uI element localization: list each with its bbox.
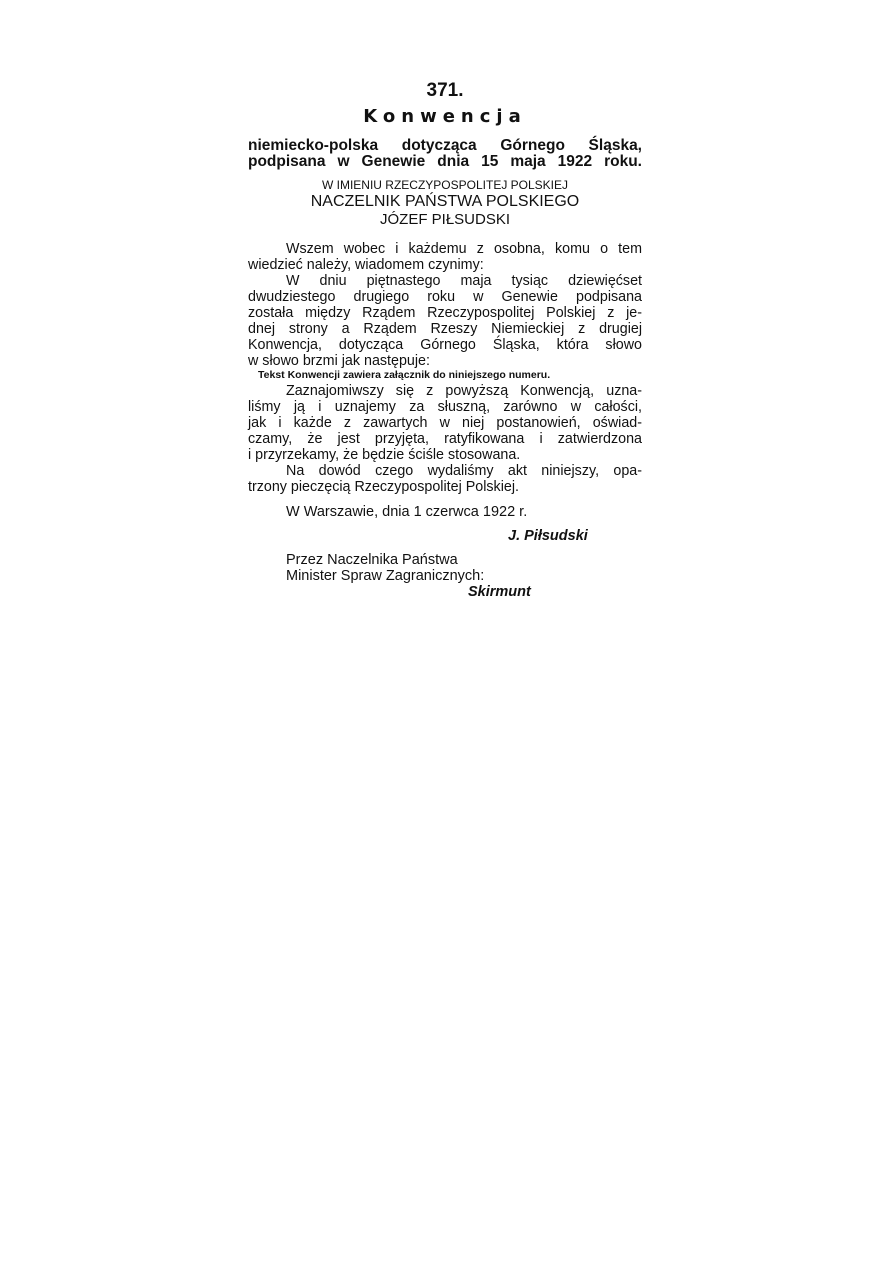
place-date: W Warszawie, dnia 1 czerwca 1922 r.: [286, 504, 528, 520]
text-line: Zaznajomiwszy się z powyższą Konwencją, uzna-: [286, 383, 642, 399]
preamble-line: W IMIENIU RZECZYPOSPOLITEJ POLSKIEJ: [321, 178, 569, 192]
text-line: Na dowód czego wydaliśmy akt niniejszy, opa-: [286, 463, 642, 479]
countersign-line: Przez Naczelnika Państwa: [286, 552, 458, 568]
text-line: w słowo brzmi jak następuje:: [248, 353, 430, 369]
preamble-line: JÓZEF PIŁSUDSKI: [379, 211, 511, 228]
text-line: Wszem wobec i każdemu z osobna, komu o tem: [286, 241, 642, 257]
signature-minister: Skirmunt: [468, 584, 531, 600]
text-line: czamy, że jest przyjęta, ratyfikowana i zatwierdzona: [248, 431, 642, 447]
text-line: została między Rządem Rzeczypospolitej Polskiej z je-: [248, 305, 642, 321]
document-title: Konwencja: [363, 106, 527, 127]
annex-note: Tekst Konwencji zawiera załącznik do niniejszego numeru.: [258, 369, 551, 381]
text-line: wiedzieć należy, wiadomem czynimy:: [248, 257, 484, 273]
subtitle-line: podpisana w Genewie dnia 15 maja 1922 roku.: [248, 153, 642, 170]
text-line: liśmy ją i uznajemy za słuszną, zarówno w całości,: [248, 399, 642, 415]
text-line: dwudziestego drugiego roku w Genewie podpisana: [248, 289, 642, 305]
act-number: 371.: [426, 80, 464, 101]
text-line: i przyrzekamy, że będzie ściśle stosowana.: [248, 447, 521, 463]
preamble-line: NACZELNIK PAŃSTWA POLSKIEGO: [310, 193, 580, 210]
text-line: jak i każde z zawartych w niej postanowień, oświad-: [248, 415, 642, 431]
text-line: Konwencja, dotycząca Górnego Śląska, która słowo: [248, 337, 642, 353]
text-line: trzony pieczęcią Rzeczypospolitej Polskiej.: [248, 479, 519, 495]
countersign-line: Minister Spraw Zagranicznych:: [286, 568, 485, 584]
signature-head-of-state: J. Piłsudski: [508, 528, 588, 544]
subtitle-line: niemiecko-polska dotycząca Górnego Śląska,: [248, 137, 642, 154]
text-line: dnej strony a Rządem Rzeszy Niemieckiej z drugiej: [248, 321, 642, 337]
text-line: W dniu piętnastego maja tysiąc dziewięćset: [286, 273, 642, 289]
